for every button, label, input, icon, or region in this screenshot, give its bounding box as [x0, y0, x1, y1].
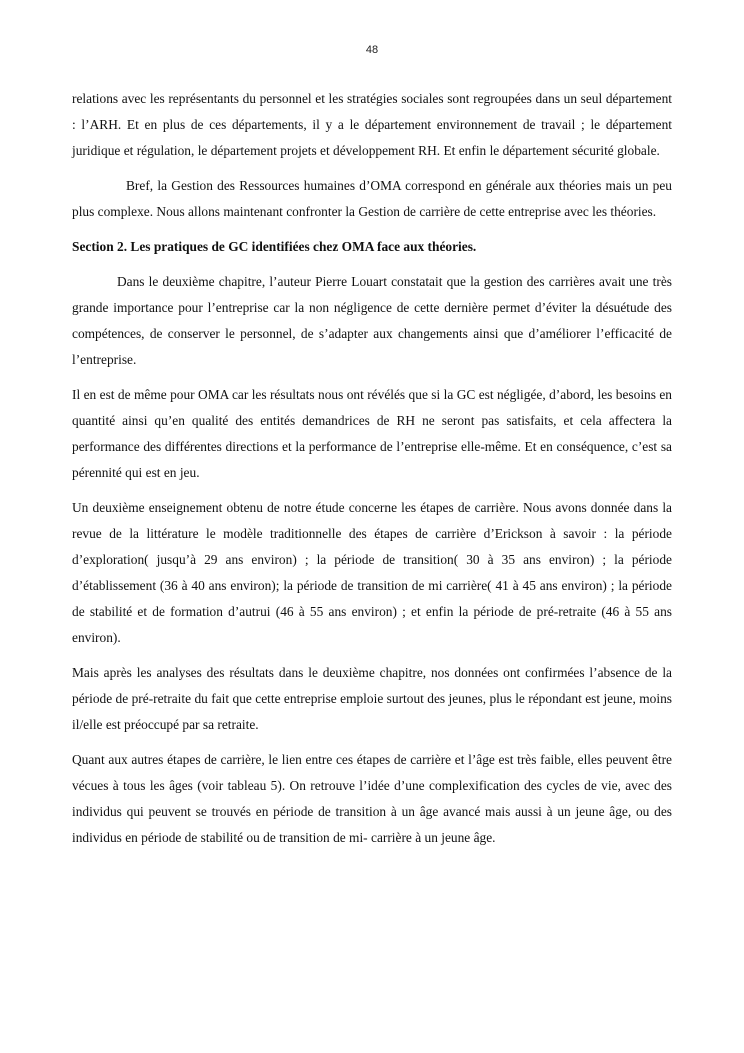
paragraph-louart: Dans le deuxième chapitre, l’auteur Pierre Louart constatait que la gestion des carrières avait une très grande importance pour l’entreprise car la non négligence de cette dernière permet d’éviter la désuétude des compétences, de conserver le personnel, de s’adapter aux changements ainsi que d’améliorer l’efficacité de l’entreprise. — [72, 274, 672, 367]
paragraph-other-stages: Quant aux autres étapes de carrière, le lien entre ces étapes de carrière et l’âge est très faible, elles peuvent être vécues à tous les âges (voir tableau 5). On retrouve l’idée d’une complexification des cycles de vie, avec des individus qui peuvent se trouvés en période de transition à un âge avancé mais aussi à un jeune âge, ou des individus en période de stabilité ou de transition de mi- carrière à un jeune âge. — [72, 752, 672, 845]
section-heading: Section 2. Les pratiques de GC identifiées chez OMA face aux théories. — [72, 239, 477, 254]
paragraph-departments: relations avec les représentants du personnel et les stratégies sociales sont regroupées dans un seul département : l’ARH. Et en plus de ces départements, il y a le département environnement de travail ; le département juridique et régulation, le département projets et développement RH. Et enfin le département sécurité globale. — [72, 91, 672, 158]
page-number: 48 — [365, 44, 379, 56]
paragraph-oma-results: Il en est de même pour OMA car les résultats nous ont révélés que si la GC est négligée, d’abord, les besoins en quantité ainsi qu’en qualité des entités demandrices de RH ne seront pas satisfaits, et cela affectera la performance des différentes directions et la performance de l’entreprise elle-même. Et en conséquence, c’est sa pérennité qui est en jeu. — [72, 387, 672, 480]
paragraph-summary: Bref, la Gestion des Ressources humaines d’OMA correspond en générale aux théories mais un peu plus complexe. Nous allons maintenant confronter la Gestion de carrière de cette entreprise avec les théories. — [72, 178, 672, 219]
document-body — [72, 86, 672, 860]
paragraph-pre-retirement: Mais après les analyses des résultats dans le deuxième chapitre, nos données ont confirmées l’absence de la période de pré-retraite du fait que cette entreprise emploie surtout des jeunes, plus le répondant est jeune, moins il/elle est préoccupé par sa retraite. — [72, 665, 672, 732]
paragraph-career-stages: Un deuxième enseignement obtenu de notre étude concerne les étapes de carrière. Nous avons donnée dans la revue de la littérature le modèle traditionnelle des étapes de carrière d’Erickson à savoir : la période d’exploration( jusqu’à 29 ans environ) ; la période de transition( 30 à 35 ans environ) ; la période d’établissement (36 à 40 ans environ); la période de transition de mi carrière( 41 à 45 ans environ) ; la période de stabilité et de formation d’autrui (46 à 55 ans environ) ; et enfin la période de pré-retraite (46 à 55 ans environ). — [72, 500, 672, 645]
